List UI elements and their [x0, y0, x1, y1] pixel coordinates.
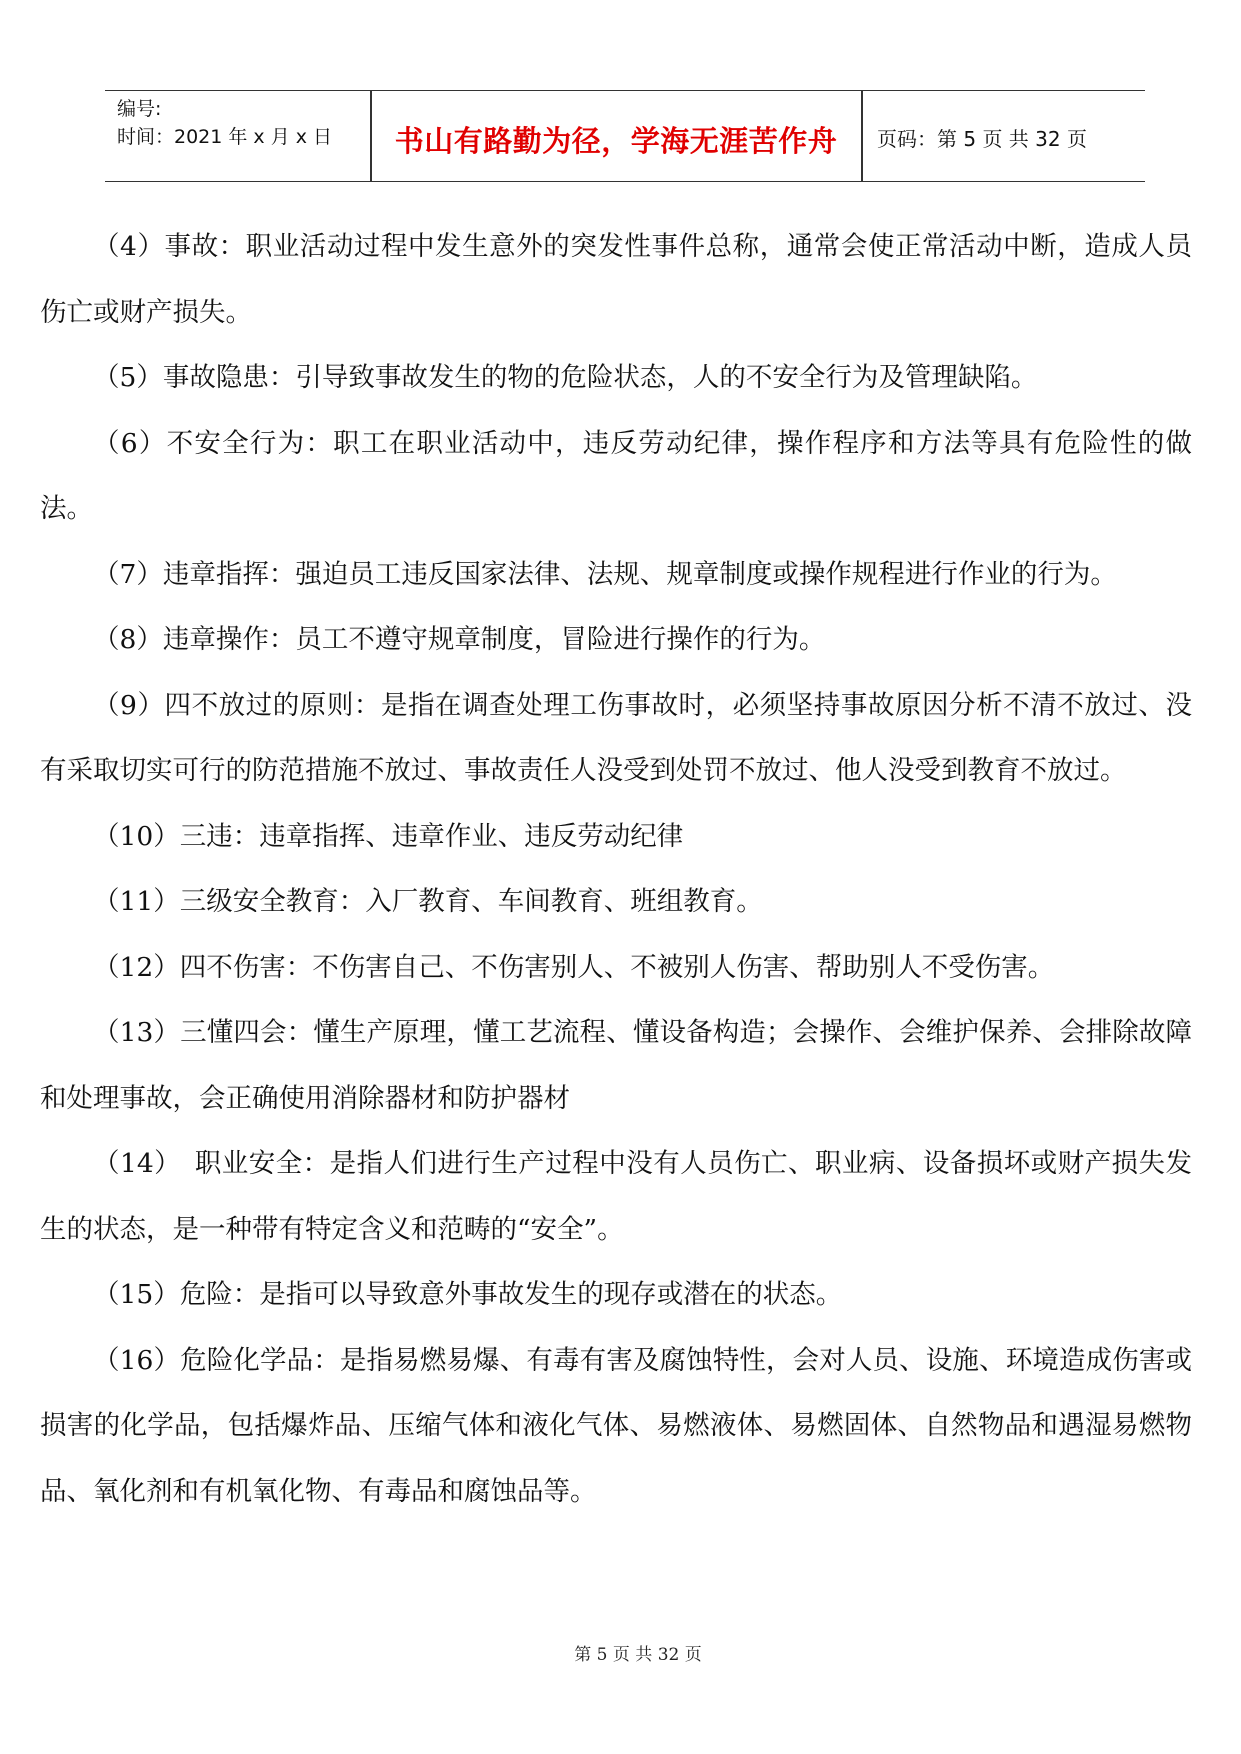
document-header — [105, 90, 1145, 182]
header-page-info: 页码：第 5 页 共 32 页 — [877, 127, 1087, 151]
number-label: 编号: — [117, 98, 162, 120]
time-label: 时间：2021 年 x 月 x 日 — [117, 126, 333, 148]
paragraph: （16）危险化学品：是指易燃易爆、有毒有害及腐蚀特性，会对人员、设施、环境造成伤害或损害的化学品，包括爆炸品、压缩气体和液化气体、易燃液体、易燃固体、自然物品和遇湿易燃物品、氧化剂和有机氧化物、有毒品和腐蚀品等。 — [40, 1344, 1192, 1507]
paragraph: （10）三违：违章指挥、违章作业、违反劳动纪律 — [93, 820, 684, 852]
paragraph: （4）事故：职业活动过程中发生意外的突发性事件总称，通常会使正常活动中断，造成人员伤亡或财产损失。 — [40, 231, 1192, 328]
paragraph: （14） 职业安全：是指人们进行生产过程中没有人员伤亡、职业病、设备损坏或财产损失发生的状态，是一种带有特定含义和范畴的“安全”。 — [40, 1148, 1192, 1245]
header-divider — [861, 91, 863, 181]
paragraph: （5）事故隐患：引导致事故发生的物的危险状态，人的不安全行为及管理缺陷。 — [93, 362, 1038, 393]
paragraph: （6）不安全行为：职工在职业活动中，违反劳动纪律，操作程序和方法等具有危险性的做法。 — [40, 427, 1192, 524]
paragraph: （15）危险：是指可以导致意外事故发生的现存或潜在的状态。 — [93, 1279, 843, 1310]
paragraph: （7）违章指挥：强迫员工违反国家法律、法规、规章制度或操作规程进行作业的行为。 — [93, 558, 1117, 590]
page-footer: 第 5 页 共 32 页 — [574, 1645, 702, 1665]
paragraph: （12）四不伤害：不伤害自己、不伤害别人、不被别人伤害、帮助别人不受伤害。 — [93, 951, 1055, 983]
paragraph: （13）三懂四会：懂生产原理，懂工艺流程、懂设备构造；会操作、会维护保养、会排除故障和处理事故，会正确使用消除器材和防护器材 — [40, 1017, 1192, 1114]
header-motto: 书山有路勤为径，学海无涯苦作舟 — [394, 124, 838, 158]
header-meta — [117, 95, 367, 151]
paragraph: （9）四不放过的原则：是指在调查处理工伤事故时，必须坚持事故原因分析不清不放过、没有采取切实可行的防范措施不放过、事故责任人没受到处罚不放过、他人没受到教育不放过。 — [40, 689, 1192, 786]
paragraph: （11）三级安全教育：入厂教育、车间教育、班组教育。 — [93, 886, 763, 917]
paragraph: （8）违章操作：员工不遵守规章制度，冒险进行操作的行为。 — [93, 624, 826, 655]
document-body — [40, 214, 1192, 1524]
